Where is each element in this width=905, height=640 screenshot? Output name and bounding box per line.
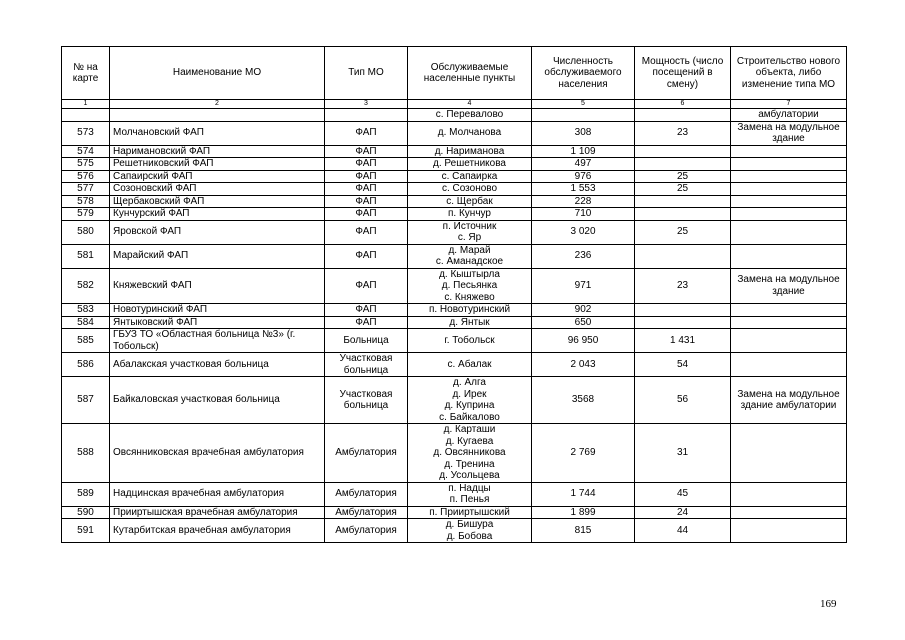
facility-type-cell: ФАП (325, 316, 408, 329)
settlement-name: д. Марай (448, 244, 491, 256)
map-number-cell: 582 (62, 268, 110, 304)
population-cell: 2 043 (532, 353, 635, 377)
settlement-name: д. Молчанова (437, 127, 502, 139)
settlement-name: г. Тобольск (444, 334, 495, 346)
facility-name-cell: Молчановский ФАП (110, 121, 325, 145)
settlement-name: с. Яр (457, 232, 482, 243)
column-number: 7 (731, 100, 847, 109)
construction-cell (731, 170, 847, 183)
page-number: 169 (820, 598, 837, 610)
column-number: 4 (408, 100, 532, 109)
construction-cell (731, 304, 847, 317)
settlements-cell (408, 377, 532, 424)
facility-name-cell: ГБУЗ ТО «Областная больница №3» (г. Тобольск) (110, 329, 325, 353)
construction-cell (731, 482, 847, 506)
map-number-cell: 591 (62, 519, 110, 543)
settlements-cell (408, 195, 532, 208)
capacity-cell (635, 244, 731, 268)
table-row (62, 195, 847, 208)
map-number-cell: 590 (62, 506, 110, 519)
table-row (62, 208, 847, 221)
settlements-cell (408, 244, 532, 268)
settlements-cell (408, 353, 532, 377)
capacity-cell (635, 304, 731, 317)
settlements-cell (408, 208, 532, 221)
facility-type-cell: Участковая больница (325, 377, 408, 424)
construction-cell (731, 195, 847, 208)
table-row (62, 183, 847, 196)
map-number-cell: 588 (62, 424, 110, 483)
facility-name-cell: Княжевский ФАП (110, 268, 325, 304)
facility-name-cell: Щербаковский ФАП (110, 195, 325, 208)
map-number-cell: 585 (62, 329, 110, 353)
capacity-cell: 44 (635, 519, 731, 543)
column-number: 3 (325, 100, 408, 109)
header-capacity: Мощность (число посещений в смену) (635, 47, 731, 100)
continuation-row (62, 109, 847, 122)
population-cell: 497 (532, 158, 635, 171)
table-row (62, 220, 847, 244)
header-population: Численность обслуживаемого населения (532, 47, 635, 100)
map-number-cell: 578 (62, 195, 110, 208)
map-number-cell: 576 (62, 170, 110, 183)
settlement-name: д. Алга (453, 377, 486, 388)
settlement-name: п. Новотуринский (428, 304, 511, 315)
header-facility-name: Наименование МО (110, 47, 325, 100)
facility-name-cell: Решетниковский ФАП (110, 158, 325, 171)
map-number-cell: 589 (62, 482, 110, 506)
settlement-name: с. Щербак (446, 195, 493, 207)
capacity-cell: 56 (635, 377, 731, 424)
settlements-cell (408, 329, 532, 353)
map-number-cell: 586 (62, 353, 110, 377)
settlement-name: п. Прииртышский (429, 506, 510, 518)
settlement-name: д. Кугаева (445, 435, 494, 447)
facility-type-cell: ФАП (325, 268, 408, 304)
table-row (62, 482, 847, 506)
table-row (62, 506, 847, 519)
facility-type-cell: ФАП (325, 158, 408, 171)
table-row (62, 424, 847, 483)
settlements-cell (408, 316, 532, 329)
column-number: 5 (532, 100, 635, 109)
population-cell: 902 (532, 304, 635, 317)
capacity-cell (635, 316, 731, 329)
settlements-cell (408, 170, 532, 183)
settlement-name: с. Созоново (441, 183, 498, 194)
column-number-row (62, 100, 847, 109)
capacity-cell: 25 (635, 183, 731, 196)
table-row (62, 158, 847, 171)
settlements-cell (408, 183, 532, 196)
facility-name-cell: Байкаловская участковая больница (110, 377, 325, 424)
settlement-name: с. Аманадское (435, 256, 504, 267)
header-settlements: Обслуживаемые населенные пункты (408, 47, 532, 100)
map-number-cell: 587 (62, 377, 110, 424)
facility-name-cell: Сапаирский ФАП (110, 170, 325, 183)
facility-name-cell: Кунчурский ФАП (110, 208, 325, 221)
map-number-cell: 579 (62, 208, 110, 221)
map-number-cell: 581 (62, 244, 110, 268)
settlement-name: д. Янтык (449, 316, 490, 328)
facility-name-cell: Кутарбитская врачебная амбулатория (110, 519, 325, 543)
facility-name-cell: Прииртышская врачебная амбулатория (110, 506, 325, 519)
facility-type-cell: ФАП (325, 244, 408, 268)
table-row (62, 377, 847, 424)
population-cell: 1 899 (532, 506, 635, 519)
table-row (62, 244, 847, 268)
facility-type-cell: Амбулатория (325, 519, 408, 543)
facility-name-cell: Надцинская врачебная амбулатория (110, 482, 325, 506)
settlement-name: д. Кыштырла (439, 268, 500, 280)
facility-name-cell: Марайский ФАП (110, 244, 325, 268)
facility-type-cell: ФАП (325, 183, 408, 196)
population-cell: 815 (532, 519, 635, 543)
construction-cell (731, 519, 847, 543)
settlement-name: д. Бобова (446, 530, 493, 542)
facilities-table (61, 46, 847, 543)
settlement-name: д. Овсянникова (433, 447, 506, 458)
map-number-cell: 575 (62, 158, 110, 171)
settlement-cell: с. Перевалово (408, 109, 532, 122)
population-cell: 236 (532, 244, 635, 268)
settlement-name: с. Сапаирка (441, 170, 498, 182)
facility-name-cell: Наримановский ФАП (110, 145, 325, 158)
population-cell: 3 020 (532, 220, 635, 244)
settlements-cell (408, 145, 532, 158)
capacity-cell: 23 (635, 268, 731, 304)
facility-name-cell: Янтыковский ФАП (110, 316, 325, 329)
population-cell: 3568 (532, 377, 635, 424)
table-row (62, 519, 847, 543)
settlements-cell (408, 519, 532, 543)
facility-type-cell: ФАП (325, 145, 408, 158)
capacity-cell: 24 (635, 506, 731, 519)
settlement-name: с. Байкалово (439, 411, 500, 423)
construction-cell (731, 506, 847, 519)
construction-cell (731, 316, 847, 329)
construction-cell (731, 145, 847, 158)
facility-type-cell: Амбулатория (325, 506, 408, 519)
settlement-name: д. Нариманова (434, 145, 505, 157)
population-cell: 308 (532, 121, 635, 145)
facility-type-cell: ФАП (325, 304, 408, 317)
facility-name-cell: Новотуринский ФАП (110, 304, 325, 317)
population-cell: 1 744 (532, 482, 635, 506)
construction-cell: Замена на модульное здание (731, 121, 847, 145)
table-row (62, 170, 847, 183)
settlements-cell (408, 121, 532, 145)
map-number-cell: 584 (62, 316, 110, 329)
settlements-cell (408, 220, 532, 244)
capacity-cell: 45 (635, 482, 731, 506)
construction-cell: амбулатории (731, 109, 847, 122)
capacity-cell: 25 (635, 220, 731, 244)
population-cell: 650 (532, 316, 635, 329)
map-number-cell: 577 (62, 183, 110, 196)
column-number: 1 (62, 100, 110, 109)
map-number-cell: 583 (62, 304, 110, 317)
table-row (62, 121, 847, 145)
facility-type-cell: ФАП (325, 208, 408, 221)
settlement-name: д. Решетникова (433, 158, 506, 169)
settlements-cell (408, 158, 532, 171)
map-number-cell: 580 (62, 220, 110, 244)
settlements-cell (408, 424, 532, 483)
map-number-cell: 574 (62, 145, 110, 158)
capacity-cell (635, 195, 731, 208)
facility-type-cell: ФАП (325, 220, 408, 244)
construction-cell (731, 353, 847, 377)
construction-cell (731, 208, 847, 221)
capacity-cell: 1 431 (635, 329, 731, 353)
table-row (62, 304, 847, 317)
settlements-cell (408, 268, 532, 304)
construction-cell (731, 220, 847, 244)
settlement-name: д. Усольцева (439, 470, 500, 481)
header-map-number: № на карте (62, 47, 110, 100)
settlement-name: д. Куприна (444, 400, 495, 411)
population-cell: 96 950 (532, 329, 635, 353)
construction-cell: Замена на модульное здание (731, 268, 847, 304)
population-cell: 710 (532, 208, 635, 221)
facility-type-cell: Амбулатория (325, 482, 408, 506)
header-construction: Строительство нового объекта, либо изменение типа МО (731, 47, 847, 100)
construction-cell: Замена на модульное здание амбулатории (731, 377, 847, 424)
table-row (62, 145, 847, 158)
settlement-name: д. Ирек (452, 388, 487, 400)
settlement-name: с. Абалак (447, 358, 492, 370)
construction-cell (731, 329, 847, 353)
settlements-cell (408, 482, 532, 506)
capacity-cell (635, 208, 731, 221)
table-row (62, 316, 847, 329)
column-number: 6 (635, 100, 731, 109)
capacity-cell: 23 (635, 121, 731, 145)
capacity-cell: 25 (635, 170, 731, 183)
population-cell: 976 (532, 170, 635, 183)
facility-type-cell: ФАП (325, 121, 408, 145)
facility-name-cell: Яровской ФАП (110, 220, 325, 244)
population-cell: 1 553 (532, 183, 635, 196)
population-cell: 228 (532, 195, 635, 208)
settlements-cell (408, 304, 532, 317)
settlement-name: д. Песьянка (441, 280, 498, 291)
facility-name-cell: Созоновский ФАП (110, 183, 325, 196)
construction-cell (731, 183, 847, 196)
construction-cell (731, 158, 847, 171)
header-facility-type: Тип МО (325, 47, 408, 100)
settlement-name: с. Княжево (444, 291, 495, 303)
facility-type-cell: ФАП (325, 195, 408, 208)
table-row (62, 353, 847, 377)
facility-type-cell: Больница (325, 329, 408, 353)
construction-cell (731, 244, 847, 268)
capacity-cell (635, 145, 731, 158)
table-row (62, 329, 847, 353)
population-cell: 2 769 (532, 424, 635, 483)
settlement-name: п. Пенья (449, 494, 490, 505)
settlements-cell (408, 506, 532, 519)
facility-type-cell: ФАП (325, 170, 408, 183)
facility-name-cell: Овсянниковская врачебная амбулатория (110, 424, 325, 483)
facility-name-cell: Абалакская участковая больница (110, 353, 325, 377)
capacity-cell (635, 158, 731, 171)
column-number: 2 (110, 100, 325, 109)
facility-type-cell: Амбулатория (325, 424, 408, 483)
table-row (62, 268, 847, 304)
capacity-cell: 54 (635, 353, 731, 377)
settlement-name: д. Бишура (445, 519, 494, 530)
map-number-cell: 573 (62, 121, 110, 145)
construction-cell (731, 424, 847, 483)
population-cell: 971 (532, 268, 635, 304)
settlement-name: д. Тренина (444, 458, 495, 470)
settlement-name: п. Источник (442, 220, 497, 232)
capacity-cell: 31 (635, 424, 731, 483)
facility-type-cell: Участковая больница (325, 353, 408, 377)
settlement-name: д. Карташи (443, 424, 496, 435)
population-cell: 1 109 (532, 145, 635, 158)
settlement-name: п. Кунчур (448, 208, 491, 219)
header-row (62, 47, 847, 100)
settlement-name: п. Надцы (448, 482, 491, 494)
